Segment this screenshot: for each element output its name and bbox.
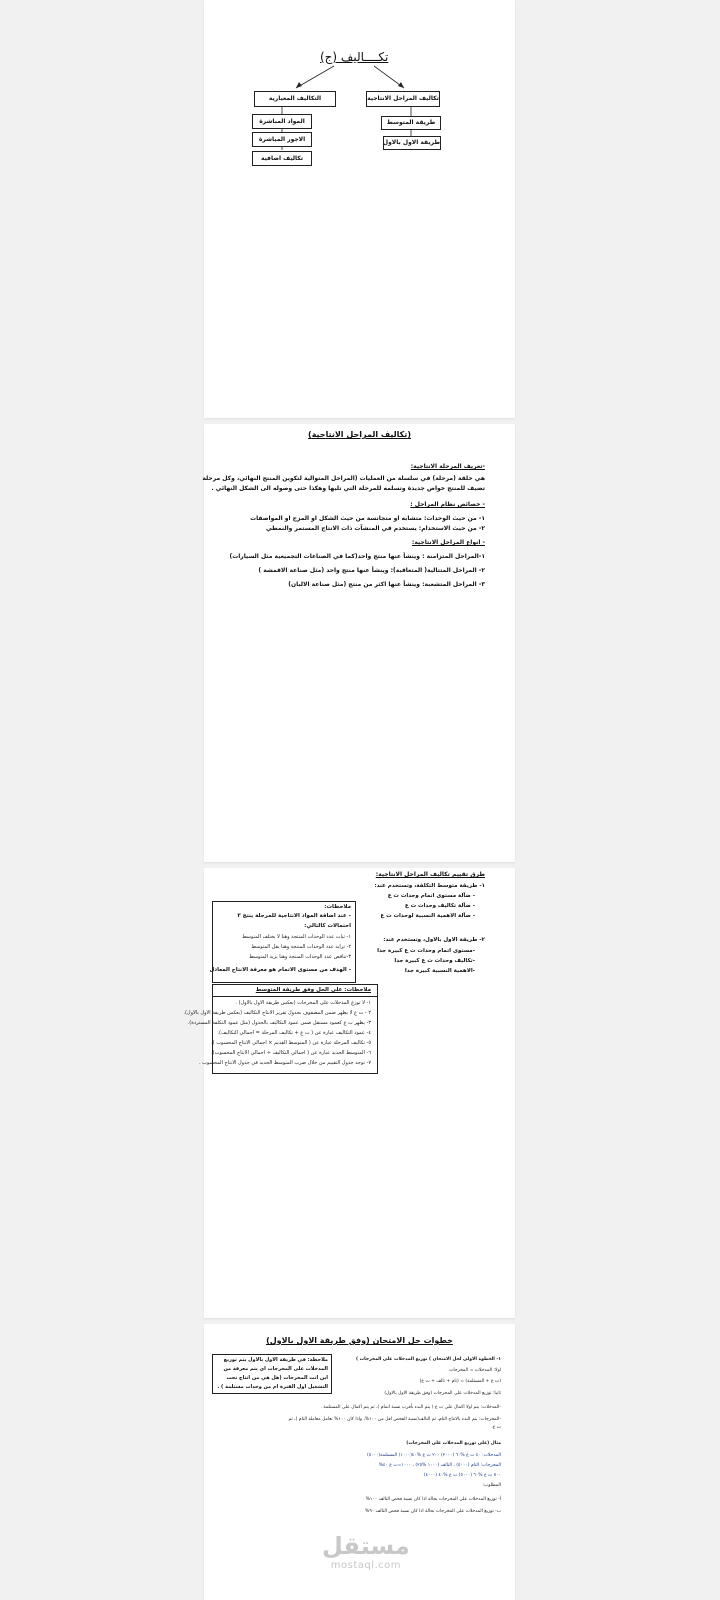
example-line: المخرجات: التام (٥٠٠٠) ، التالف (١٠٠٠ %٢٥) ، ١٠٠٠=ت ع ٤٠% — [378, 1463, 501, 1468]
note-line: - الهدف من مستوى الاتمام هو معرفة الانتاج المعادل — [209, 967, 351, 973]
note-line: ٢- تزايد عدد الوحدات المنتجة وهنا يقل المتوسط — [251, 944, 351, 950]
average-method-notes-box — [183, 984, 378, 1074]
step-line: اولا: المدخلات = المخرجات — [449, 1368, 501, 1373]
document-page-2 — [204, 424, 515, 862]
note-line: المدخلات على المخرجات اي يتم معرفة من — [223, 1366, 328, 1372]
method-line: ١- طريقة متوسط التكلفة، وتستخدم عند: — [374, 883, 485, 889]
section-heading: - خصائص نظام المراحل : — [410, 501, 485, 508]
diagram-title: تكــــاليف (ج) — [320, 50, 389, 64]
method-line: - ضآلة الاهمية النسبية لوحدات ت ع — [380, 913, 475, 919]
page2-title: (تكاليف المراحل الانتاجية) — [308, 430, 411, 439]
note-line: ٣- يظهر ت ع كعمود مستقل ضمن عمود التكاليف بالجدول (مثل عمود التكلفة المستردة). — [187, 1020, 371, 1026]
note-line: ٣-تناقص عدد الوحدات المنتجة وهنا يزيد المتوسط — [249, 954, 351, 960]
right-head-box: تكاليف المراحل الانتاجية — [366, 91, 440, 107]
watermark-text: مستقل — [322, 1532, 410, 1560]
example-line: المطلوب: — [482, 1483, 501, 1488]
method-line: ٢- طريقة الاول بالاول، وتستخدم عند: — [383, 937, 485, 943]
left-item-box: الاجور المباشرة — [252, 132, 312, 147]
method-line: -الاهمية النسبية كبيرة جدا — [404, 968, 475, 974]
note-line: ٦- المتوسط الجديد عبارة عن ( اجمالي التكاليف ÷ اجمالي الانتاج المحسوب). — [211, 1050, 371, 1056]
note-line: - عند اضافة المواد الانتاجية للمرحلة ينتج ٣ — [237, 913, 351, 919]
text-line: ٢- من حيث الاستخدام: يستخدم في المنشآت ذات الانتاج المستمر والنمطي — [265, 525, 485, 532]
note-line: ملاحظة: في طريقة الاول بالاول يتم توزيع — [223, 1357, 328, 1363]
example-line: ٥٠٠ ت ع %٦٠ (٥٠٠٠) ت ع %٤٠ (٤٠٠٠) — [423, 1473, 501, 1478]
step-line: ثانيا: توزيع المدخلات على المخرجات (وفق طريقة الاول بالاول) — [384, 1391, 501, 1396]
note-line: ١- لا توزع المدخلات على المخرجات (بعكس طريقة الاول بالاول) . — [235, 1000, 371, 1006]
watermark-logo — [322, 1532, 410, 1572]
left-item-box: تكاليف اضافية — [252, 151, 312, 166]
text-line: تضيف للمنتج خواص جديدة وتسلمه للمرحلة التي تليها وهكذا حتى وصوله الى الشكل النهائي . — [211, 485, 485, 492]
example-line: المدخلات: ٤٠ ت ع %٦٠ (٢٠٠٠) ٢٠٠ ت ع %٤٠(١٠٠٠) المستلمة(٥٠٠٠) — [366, 1453, 501, 1458]
method-line: - ضآلة مستوى اتمام وحدات ت ع — [387, 893, 475, 899]
detail-line: -المخرجات: يتم البدء بالانتاج التام، ثم التالف(نسبة الفحص اقل من ١٠٠%، واذا كان ١٠٠% تعامل معاملة التام )، ثم — [288, 1417, 501, 1422]
note-line: ١- ثبات عدد الوحدات المنتجة وهنا لا يختلف المتوسط — [242, 934, 351, 940]
right-item-box: طريقة المتوسط — [381, 116, 441, 130]
step-line: ١- الخطوة الاولى لحل الامتحان ) توزيع المدخلات على المخرجات ) — [355, 1357, 501, 1362]
example-line: ب- توزيع المدخلات على المخرجات بحالة اذا كان نسبة فحص التالف ٩٠% — [365, 1509, 501, 1514]
right-item-box: طريقة الاول بالاول — [383, 136, 441, 150]
definition-heading: -تعريف المرحلة الانتاجية: — [410, 463, 485, 470]
text-line: ١-المراحل المتزامنة : وينشأ عنها منتج واحد(كما في الصناعات التجميعية مثل السيارات) — [229, 553, 485, 560]
method-line: -مستوى اتمام وحدات ت ع كبيرة جدا — [377, 948, 475, 954]
example-line: أ- توزيع المدخلات على المخرجات بحالة اذا كان نسبة فحص التالف ١٠٠% — [365, 1497, 501, 1502]
fifo-note-box — [212, 1354, 332, 1394]
example-title: مثال (على توزيع المدخلات على المخرجات) — [406, 1441, 501, 1446]
section-heading: - انواع المراحل الانتاجية: — [411, 539, 485, 546]
text-line: هي حلقة (مرحلة) في سلسلة من العمليات (المراحل المتوالية لتكوين المنتج النهائي، وكل مرحلة — [202, 475, 485, 482]
document-page-3 — [183, 868, 515, 1318]
note-line: ٥- تكاليف المرحلة عبارة عن ( المتوسط القديم × اجمالي الانتاج المحسوب ). — [211, 1040, 371, 1046]
watermark-url: mostaql.com — [330, 1560, 402, 1571]
text-line: ١- من حيث الوحدات: متشابه او متجانسة من حيث الشكل او المزج او المواصفات — [250, 515, 485, 522]
note-title: ملاحظات: على الحل وفق طريقة المتوسط — [255, 987, 371, 993]
diagram-connectors — [204, 0, 515, 418]
detail-line: ت ع. — [491, 1425, 501, 1430]
note-line: ٧- توجد جدول التقييم من خلال ضرب المتوسط الجديد في جدول الانتاج المحسوب . — [199, 1060, 371, 1066]
methods-heading: طرق تقييم تكاليف المراحل الانتاجية: — [375, 871, 485, 878]
method-line: -تكاليف وحدات ت ع كبيرة جدا — [394, 958, 475, 964]
left-item-box: المواد المباشرة — [252, 114, 312, 129]
notes-box — [209, 901, 356, 983]
note-line: ٤- عمود التكاليف عبارة عن ( ت ع + تكاليف المرحلة = اجمالي التكاليف). — [217, 1030, 371, 1036]
method-line: - ضآلة تكاليف وحدات ت ع — [404, 903, 475, 909]
page4-title: خطوات حل الامتحان (وفق طريقة الاول بالاول) — [266, 1336, 453, 1345]
text-line: ٢- المراحل المتتالية( المتعاقبة): وينشأ عنها منتج واحد (مثل صناعة الاقمشة ) — [258, 567, 485, 574]
step-line: (ت ع + المستلمة) = (تام + تالف + ت ع) — [419, 1379, 501, 1384]
note-line: التشغيل اول الفترة ام من وحدات مستلمة ) . — [217, 1384, 328, 1390]
text-line: ٣- المراحل المتشعبة: وينشأ عنها اكثر من منتج (مثل صناعة الالبان) — [288, 581, 485, 588]
document-page-1 — [204, 0, 515, 418]
detail-line: -المدخلات: يتم اولا اكمال على ت ع ( يتم البدء بأقرب نسبة اتمام )، ثم يتم اكمال على المستلمة . — [320, 1405, 501, 1410]
note-line: احتمالات كالتالي: — [304, 923, 351, 929]
left-head-box: التكاليف المعيارية — [254, 91, 336, 107]
note-line: ٢ - ت ع لا يظهر ضمن المصفوف بجدول تقرير الانتاج التكاليف (بعكس طريقة الاول بالاول). — [183, 1010, 371, 1016]
note-line: ملاحظات: — [324, 904, 351, 910]
note-line: اين اتت المخرجات (هل هي من انتاج تحت — [226, 1375, 328, 1381]
